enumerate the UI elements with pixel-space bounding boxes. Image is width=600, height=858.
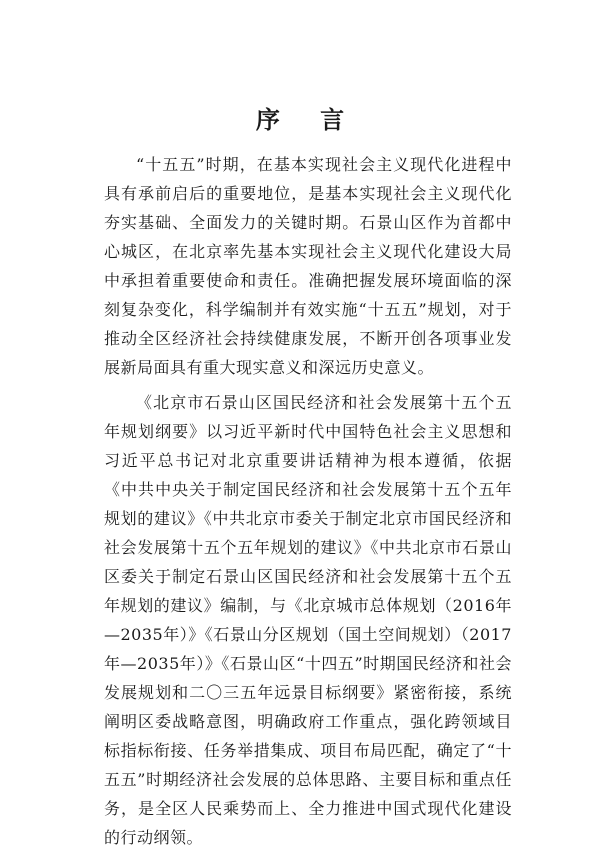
paragraph: 《北京市石景山区国民经济和社会发展第十五个五年规划纲要》以习近平新时代中国特色社会主义思想和习近平总书记对北京重要讲话精神为根本遵循，依据《中共中央关于制定国民经济和社会发展第十五个五年规划的建议》《中共北京市委关于制定北京市国民经济和社会发展第十五个五年规划的建议》《中共北京市石景山区委关于制定石景山区国民经济和社会发展第十五个五年规划的建议》编制，与《北京城市总体规划（2016年—2035年）》《石景山分区规划（国土空间规划）（2017年—2035年）》《石景山区“十四五”时期国民经济和社会发展规划和二〇三五年远景目标纲要》紧密衔接，系统阐明区委战略意图，明确政府工作重点，强化跨领域目标指标衔接、任务举措集成、项目布局匹配，确定了“十五五”时期经济社会发展的总体思路、主要目标和重点任务，是全区人民乘势而上、全力推进中国式现代化建设的行动纲领。 (104, 393, 512, 847)
paragraph: “十五五”时期，在基本实现社会主义现代化进程中具有承前启后的重要地位，是基本实现社会主义现代化夯实基础、全面发力的关键时期。石景山区作为首都中心城区，在北京率先基本实现社会主义现代化建设大局中承担着重要使命和责任。准确把握发展环境面临的深刻复杂变化，科学编制并有效实施“十五五”规划，对于推动全区经济社会持续健康发展，不断开创各项事业发展新局面具有重大现实意义和深远历史意义。 (104, 155, 512, 377)
preface-body (104, 150, 512, 858)
page-title: 序 言 (255, 106, 361, 134)
